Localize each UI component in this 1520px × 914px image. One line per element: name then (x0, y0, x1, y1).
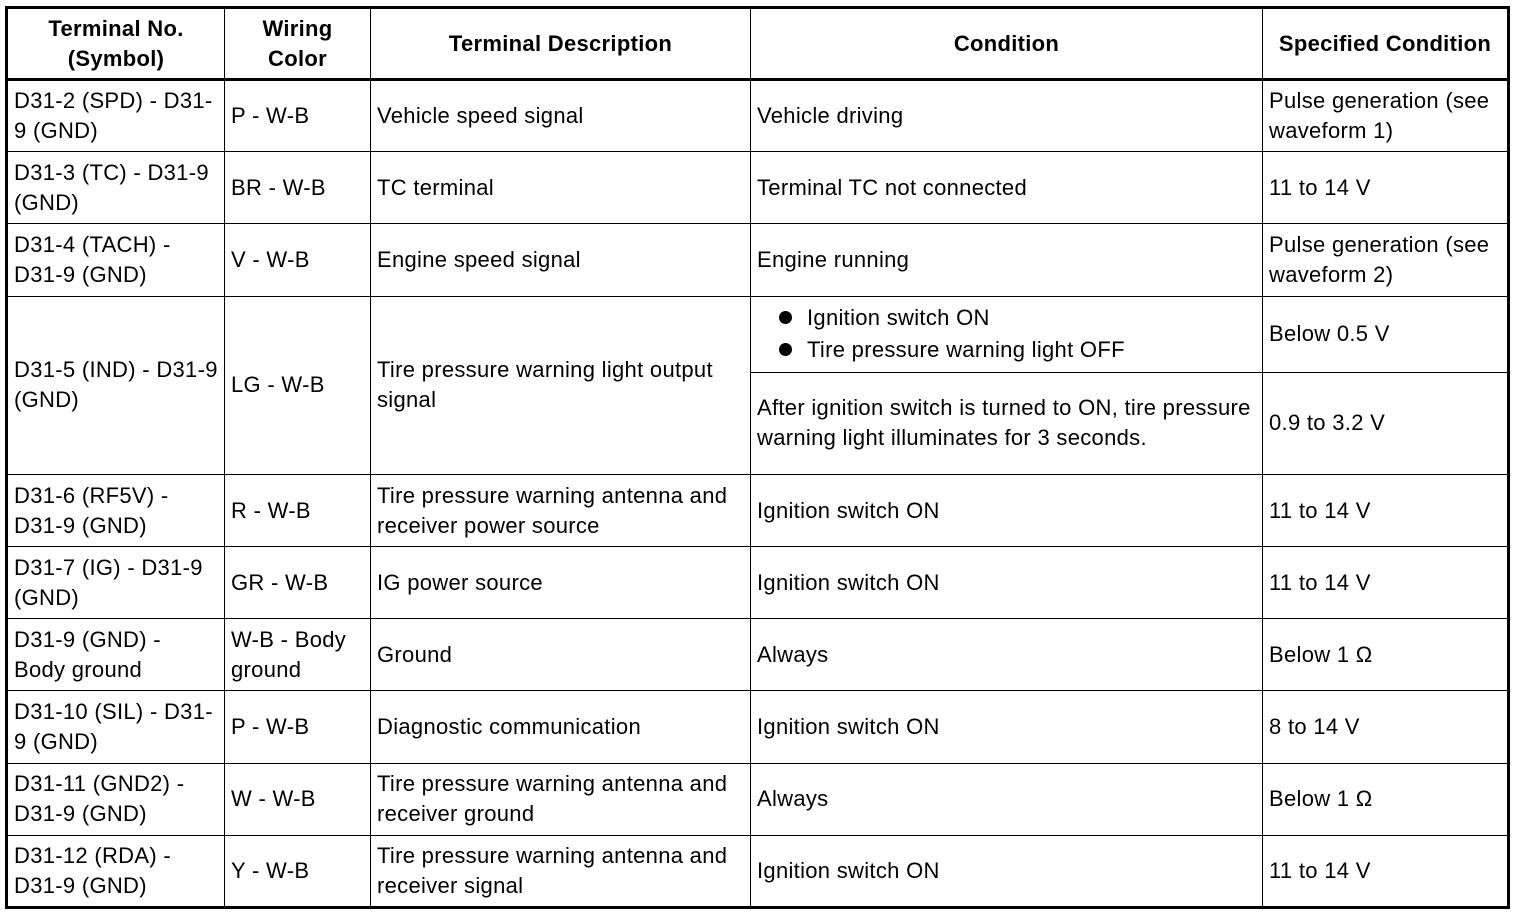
table-row (7, 691, 1509, 763)
table-row (7, 224, 1509, 296)
description-cell: Tire pressure warning antenna and receiver ground (371, 763, 751, 835)
terminal-cell: D31-2 (SPD) - D31-9 (GND) (7, 80, 225, 152)
header-wiring-color: Wiring Color (225, 8, 371, 80)
description-cell: IG power source (371, 547, 751, 619)
specified-condition-cell: 11 to 14 V (1263, 547, 1509, 619)
table-row (7, 547, 1509, 619)
terminal-cell: D31-3 (TC) - D31-9 (GND) (7, 152, 225, 224)
wiring-color-cell: W-B - Body ground (225, 619, 371, 691)
condition-cell: After ignition switch is turned to ON, tire pressure warning light illuminates for 3 seconds. (751, 372, 1263, 474)
wiring-color-cell: W - W-B (225, 763, 371, 835)
condition-cell: Ignition switch ON (751, 691, 1263, 763)
condition-bullet: Tire pressure warning light OFF (757, 334, 1256, 366)
table-row (7, 835, 1509, 907)
description-cell: Tire pressure warning antenna and receiver power source (371, 474, 751, 546)
condition-bullet: Ignition switch ON (757, 302, 1256, 334)
specified-condition-cell: Below 1 Ω (1263, 619, 1509, 691)
description-cell: Vehicle speed signal (371, 80, 751, 152)
header-specified-condition: Specified Condition (1263, 8, 1509, 80)
table-row (7, 474, 1509, 546)
condition-cell: Ignition switch ON (751, 474, 1263, 546)
table-row (7, 296, 1509, 372)
terminal-cell: D31-7 (IG) - D31-9 (GND) (7, 547, 225, 619)
header-row (7, 8, 1509, 80)
description-cell: Tire pressure warning antenna and receiver signal (371, 835, 751, 907)
wiring-color-cell: R - W-B (225, 474, 371, 546)
specified-condition-cell: Below 1 Ω (1263, 763, 1509, 835)
terminal-cell: D31-6 (RF5V) - D31-9 (GND) (7, 474, 225, 546)
specified-condition-cell: 11 to 14 V (1263, 474, 1509, 546)
table-row (7, 80, 1509, 152)
header-description: Terminal Description (371, 8, 751, 80)
condition-cell: Engine running (751, 224, 1263, 296)
condition-cell: Always (751, 619, 1263, 691)
description-cell: Tire pressure warning light output signal (371, 296, 751, 474)
terminal-cell: D31-12 (RDA) - D31-9 (GND) (7, 835, 225, 907)
wiring-color-cell: P - W-B (225, 80, 371, 152)
description-cell: Diagnostic communication (371, 691, 751, 763)
specified-condition-cell: 11 to 14 V (1263, 835, 1509, 907)
condition-cell: Ignition switch ON (751, 547, 1263, 619)
condition-cell: Terminal TC not connected (751, 152, 1263, 224)
table-row (7, 763, 1509, 835)
wiring-color-cell: LG - W-B (225, 296, 371, 474)
condition-cell: Always (751, 763, 1263, 835)
terminal-cell: D31-5 (IND) - D31-9 (GND) (7, 296, 225, 474)
description-cell: TC terminal (371, 152, 751, 224)
terminal-cell: D31-10 (SIL) - D31-9 (GND) (7, 691, 225, 763)
wiring-color-cell: Y - W-B (225, 835, 371, 907)
specified-condition-cell: Pulse generation (see waveform 1) (1263, 80, 1509, 152)
specified-condition-cell: 0.9 to 3.2 V (1263, 372, 1509, 474)
header-condition: Condition (751, 8, 1263, 80)
terminal-cell: D31-11 (GND2) - D31-9 (GND) (7, 763, 225, 835)
specified-condition-cell: 11 to 14 V (1263, 152, 1509, 224)
terminal-cell: D31-9 (GND) - Body ground (7, 619, 225, 691)
table-row (7, 619, 1509, 691)
specified-condition-cell: Pulse generation (see waveform 2) (1263, 224, 1509, 296)
condition-bullet-list (757, 302, 1256, 366)
condition-cell: Vehicle driving (751, 80, 1263, 152)
header-terminal: Terminal No. (Symbol) (7, 8, 225, 80)
specified-condition-cell: Below 0.5 V (1263, 296, 1509, 372)
description-cell: Ground (371, 619, 751, 691)
condition-cell: Ignition switch ON (751, 835, 1263, 907)
condition-cell (751, 296, 1263, 372)
terminal-cell: D31-4 (TACH) - D31-9 (GND) (7, 224, 225, 296)
wiring-color-cell: BR - W-B (225, 152, 371, 224)
description-cell: Engine speed signal (371, 224, 751, 296)
wiring-color-cell: GR - W-B (225, 547, 371, 619)
specified-condition-cell: 8 to 14 V (1263, 691, 1509, 763)
wiring-color-cell: V - W-B (225, 224, 371, 296)
terminal-spec-table (5, 6, 1510, 909)
table-row (7, 152, 1509, 224)
wiring-color-cell: P - W-B (225, 691, 371, 763)
